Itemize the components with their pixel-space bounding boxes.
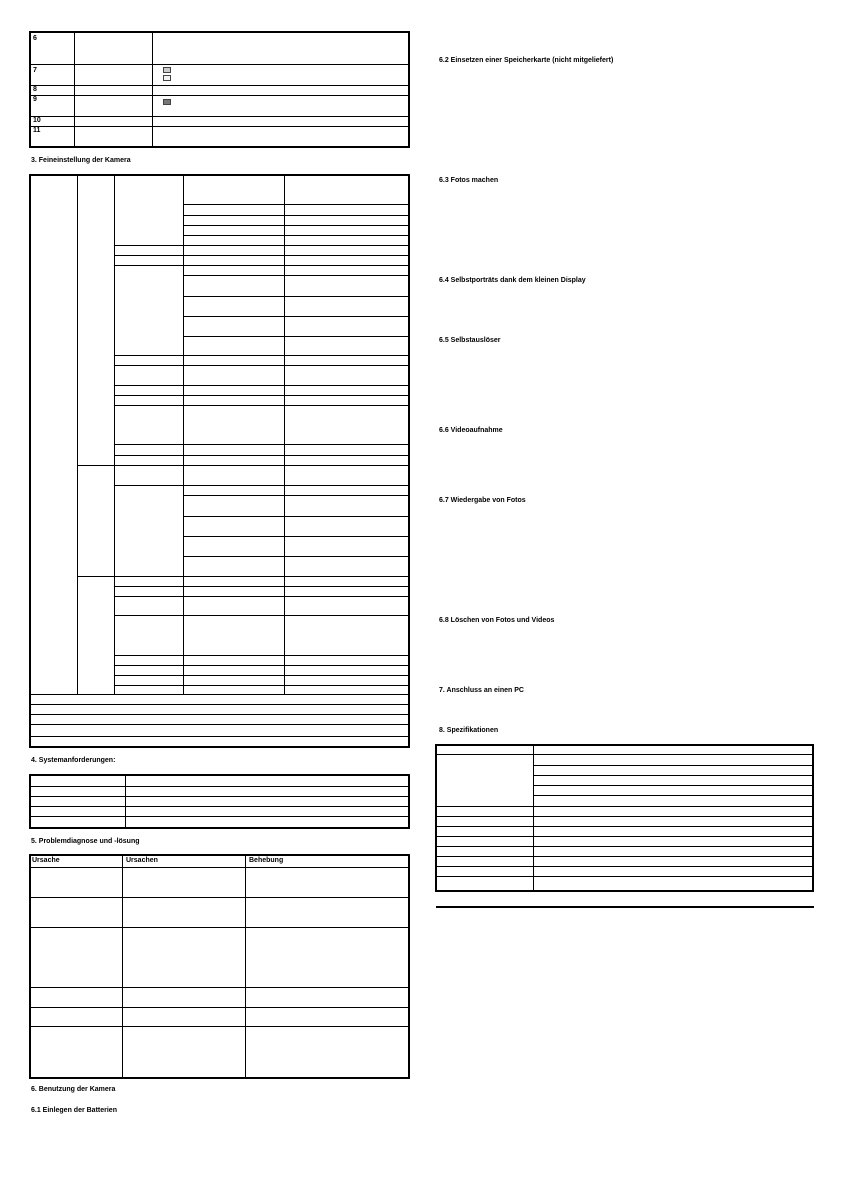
heading-playback: 6.7 Wiedergabe von Fotos (439, 497, 526, 504)
row-number: 11 (33, 127, 41, 134)
heading-troubleshooting: 5. Problemdiagnose und -lösung (31, 838, 140, 845)
row-number: 8 (33, 86, 37, 93)
heading-pc-connection: 7. Anschluss an einen PC (439, 687, 524, 694)
row-number: 6 (33, 35, 37, 42)
heading-fine-adjustment: 3. Feineinstellung der Kamera (31, 157, 131, 164)
heading-system-requirements: 4. Systemanforderungen: (31, 757, 116, 764)
heading-taking-photos: 6.3 Fotos machen (439, 177, 499, 184)
heading-self-timer: 6.5 Selbstauslöser (439, 337, 501, 344)
heading-memory-card: 6.2 Einsetzen einer Speicherkarte (nicht mitgeliefert) (439, 57, 614, 64)
column-header-causes: Ursachen (126, 857, 158, 864)
row-number: 10 (33, 117, 41, 124)
heading-selfies: 6.4 Selbstporträts dank dem kleinen Display (439, 277, 586, 284)
row-number: 9 (33, 96, 37, 103)
row-number: 7 (33, 67, 37, 74)
column-header-fix: Behebung (249, 857, 284, 864)
heading-specifications: 8. Spezifikationen (439, 727, 499, 734)
column-header-cause: Ursache (32, 857, 60, 864)
horizontal-rule (436, 906, 814, 908)
heading-inserting-batteries: 6.1 Einlegen der Batterien (31, 1107, 117, 1114)
heading-video: 6.6 Videoaufnahme (439, 427, 503, 434)
heading-using-camera: 6. Benutzung der Kamera (31, 1086, 116, 1093)
heading-delete: 6.8 Löschen von Fotos und Videos (439, 617, 555, 624)
